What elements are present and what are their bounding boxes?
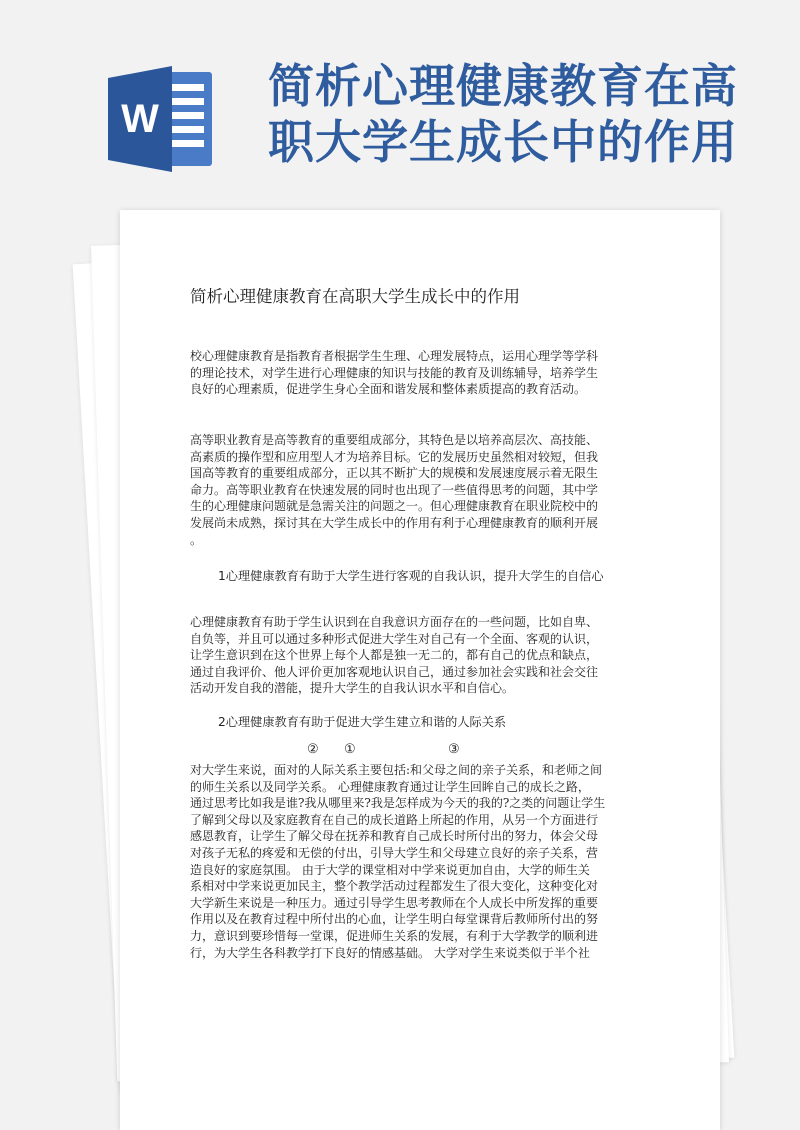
banner-title [268,58,788,170]
circled-number: ③ [448,742,460,757]
text-line: 发展尚未成熟，探讨其在大学生成长中的作用有利于心理健康教育的顺利开展 [190,515,599,530]
word-document-icon [108,66,216,172]
text-line: 对大学生来说，面对的人际关系主要包括:和父母之间的亲子关系，和老师之间 [190,763,603,777]
text-line: 高素质的操作型和应用型人才为培养目标。它的发展历史虽然相对较短，但我 [190,449,599,464]
text-line: 大学新生来说是一种压力。通过引导学生思考教师在个人成长中所发挥的重要 [190,895,599,910]
text-line: 行，为大学生各科教学打下良好的情感基础。 大学对学生来说类似于半个社 [190,945,590,960]
circled-number: ② [307,742,319,757]
text-line: 力，意识到要珍惜每一堂课，促进师生关系的发展，有利于大学教学的顺利进 [190,928,599,943]
text-line: 。 [190,532,203,547]
text-line: 活动开发自我的潜能，提升大学生的自我认识水平和自信心。 [190,681,515,696]
text-line: 高等职业教育是高等教育的重要组成部分，其特色是以培养高层次、高技能、 [190,433,599,447]
text-line: 对孩子无私的疼爱和无偿的付出，引导大学生和父母建立良好的亲子关系，营 [190,845,599,860]
section-heading-1: 1心理健康教育有助于大学生进行客观的自我认识，提升大学生的自信心 [218,569,604,583]
circled-number: ① [344,742,356,757]
banner-title-line: 简析心理健康教育在高 [268,59,738,113]
text-line: 良好的心理素质，促进学生身心全面和谐发展和整体素质提高的教育活动。 [190,382,587,397]
text-line: 感恩教育，让学生了解父母在抚养和教育自己成长时所付出的努力，体会父母 [190,829,599,844]
text-line: 系相对中学来说更加民主，整个教学活动过程都发生了很大变化，这种变化对 [190,879,599,894]
text-line: 造良好的家庭氛围。 由于大学的课堂相对中学来说更加自由，大学的师生关 [190,862,590,877]
paragraph-self-awareness [190,614,635,697]
word-icon-letter: W [121,97,159,141]
text-line: 通过思考比如我是谁?我从哪里来?我是怎样成为今天的我的?之类的问题让学生 [190,796,606,811]
text-line: 通过自我评价、他人评价更加客观地认识自己，通过参加社会实践和社会交往 [190,664,599,679]
text-line: 让学生意识到在这个世界上每个人都是独一无二的，都有自己的优点和缺点， [190,648,599,663]
document-page [120,210,720,1130]
text-line: 自负等，并且可以通过多种形式促进大学生对自己有一个全面、客观的认识， [190,631,599,646]
text-line: 的师生关系以及同学关系。 心理健康教育通过让学生回眸自己的成长之路， [190,779,590,794]
text-line: 作用以及在教育过程中所付出的心血，让学生明白每堂课背后教师所付出的努 [190,912,599,927]
text-line: 命力。高等职业教育在快速发展的同时也出现了一些值得思考的问题，其中学 [190,482,599,497]
text-line: 了解到父母以及家庭教育在自己的成长道路上所起的作用，从另一个方面进行 [190,812,599,827]
text-line: 国高等教育的重要组成部分，正以其不断扩大的规模和发展速度展示着无限生 [190,466,599,481]
text-line: 的理论技术，对学生进行心理健康的知识与技能的教育及训练辅导，培养学生 [190,365,599,380]
text-line: 校心理健康教育是指教育者根据学生生理、心理发展特点，运用心理学等学科 [190,349,599,363]
paragraph-higher-vocational [190,432,635,548]
paragraph-relationships [190,762,635,961]
banner-title-line: 职大学生成长中的作用 [268,115,738,169]
section-heading-2: 2心理健康教育有助于促进大学生建立和谐的人际关系 [218,715,507,729]
document-title: 简析心理健康教育在高职大学生成长中的作用 [190,287,520,306]
paragraph-intro [190,348,635,398]
text-line: 心理健康教育有助于学生认识到在自我意识方面存在的一些问题，比如自卑、 [190,615,599,629]
text-line: 生的心理健康问题就是急需关注的问题之一。但心理健康教育在职业院校中的 [190,499,599,514]
